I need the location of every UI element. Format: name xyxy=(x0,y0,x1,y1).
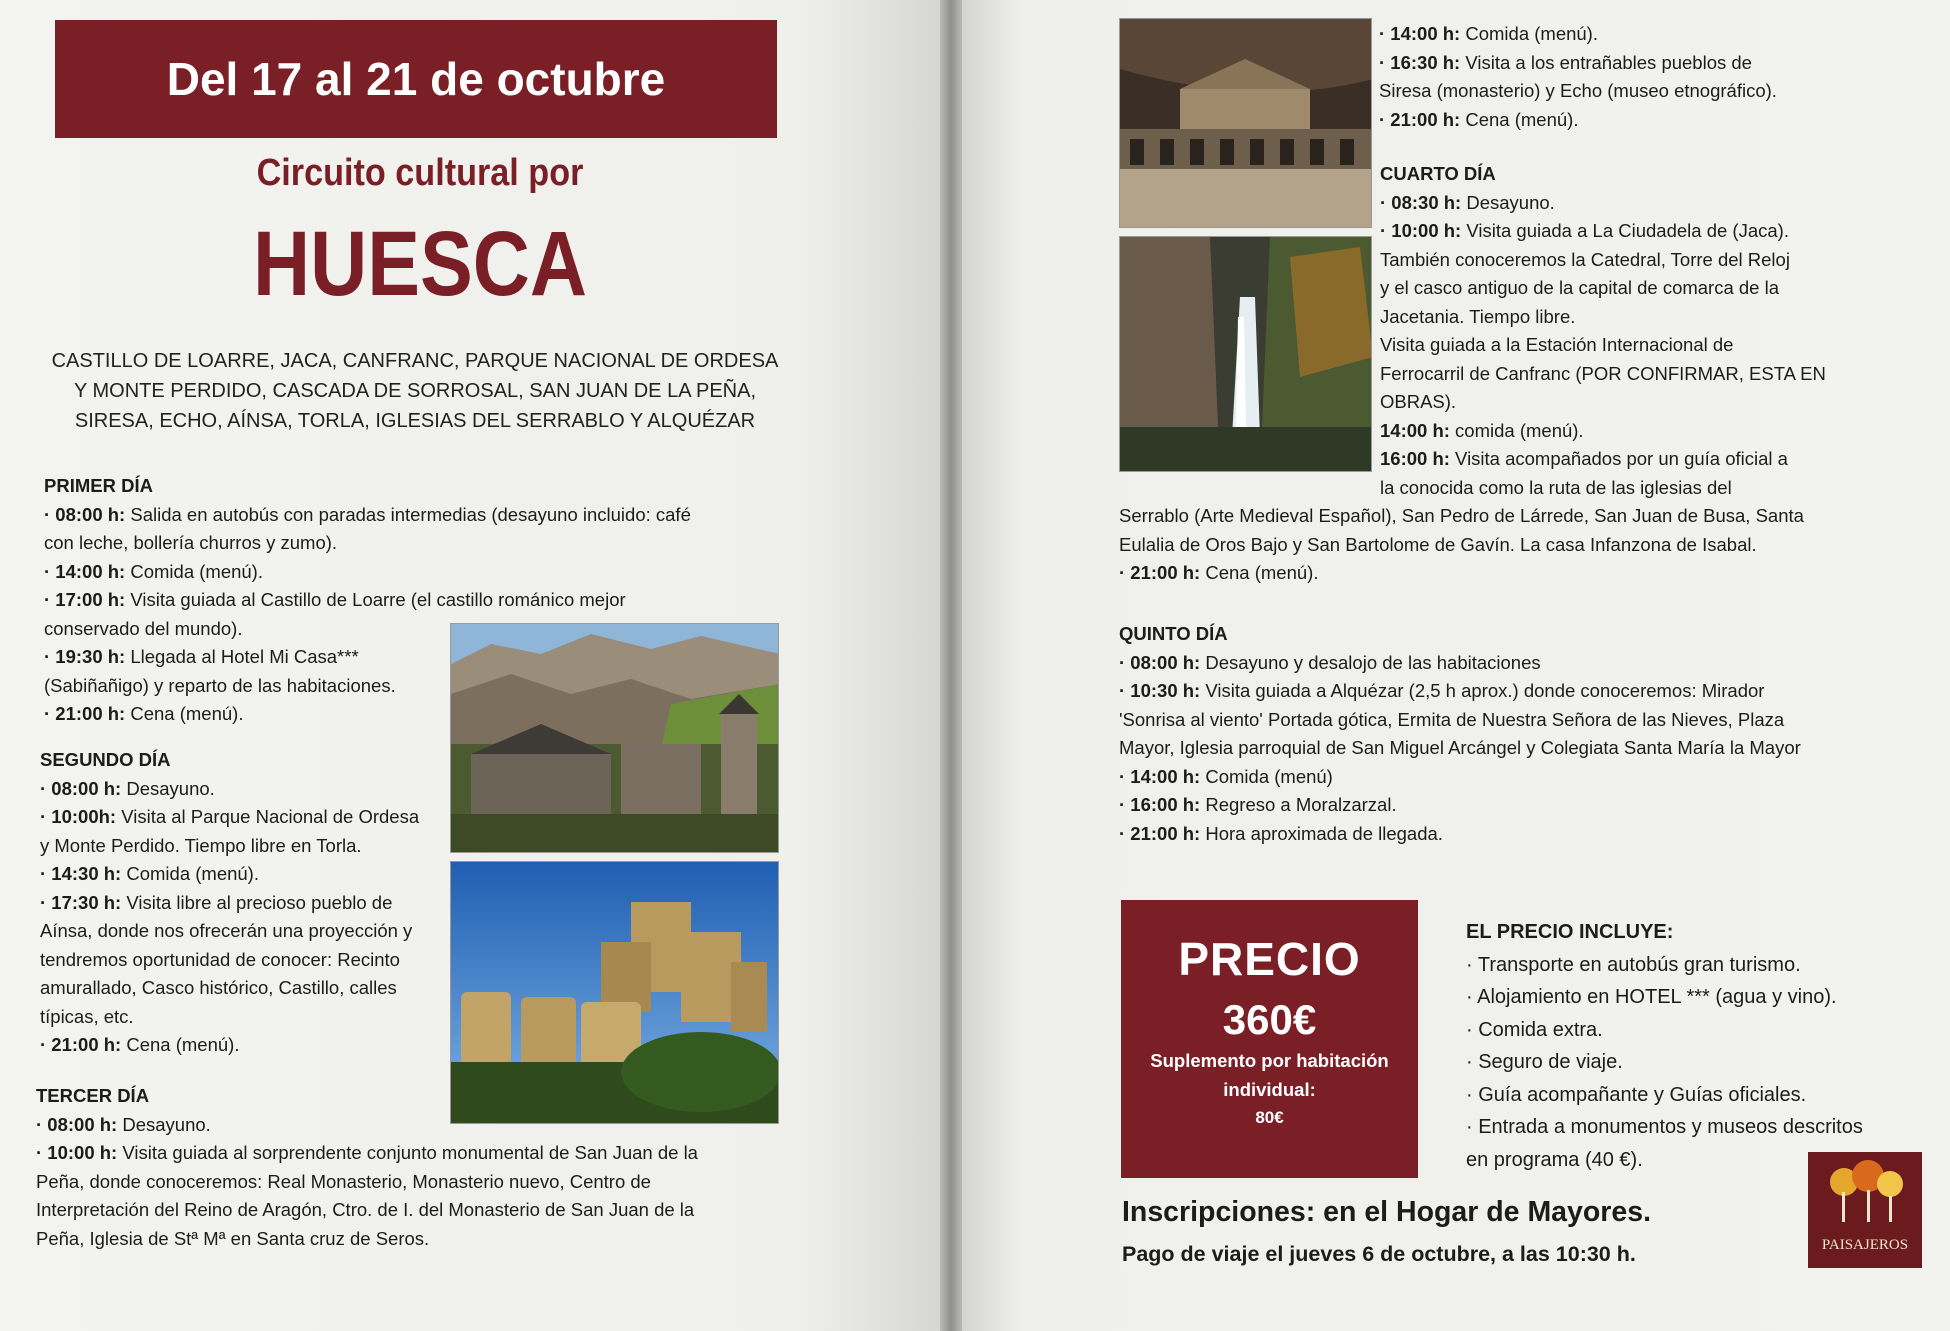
list-item: · Seguro de viaje. xyxy=(1466,1051,1623,1073)
list-item: Mayor, Iglesia parroquial de San Miguel Arcángel y Colegiata Santa María la Mayor xyxy=(1119,737,1801,758)
includes-heading: EL PRECIO INCLUYE: xyxy=(1466,921,1674,943)
subtitle: Circuito cultural por xyxy=(256,152,584,194)
day2-heading: SEGUNDO DÍA xyxy=(40,749,171,770)
price-label: PRECIO xyxy=(1178,933,1361,985)
day3-continued-section xyxy=(1379,20,1919,134)
supplement-label: Suplemento por habitación individual: xyxy=(1150,1050,1389,1100)
left-page xyxy=(0,0,940,1331)
list-item: Aínsa, donde nos ofrecerán una proyección y xyxy=(40,920,413,941)
list-item: · 10:00 h: Visita guiada al sorprendente conjunto monumental de San Juan de la xyxy=(36,1142,698,1163)
list-item: · 14:30 h: Comida (menú). xyxy=(40,863,259,884)
list-item: · 08:00 h: Desayuno. xyxy=(36,1113,211,1135)
list-item: y Monte Perdido. Tiempo libre en Torla. xyxy=(40,834,362,856)
list-item: 'Sonrisa al viento' Portada gótica, Ermita de Nuestra Señora de las Nieves, Plaza xyxy=(1119,708,1785,730)
list-item: Eulalia de Oros Bajo y San Bartolome de Gavín. La casa Infanzona de Isabal. xyxy=(1119,533,1757,555)
san-juan-de-la-pena-photo xyxy=(1119,18,1372,228)
book-gutter xyxy=(940,0,962,1331)
list-item: la conocida como la ruta de las iglesias del xyxy=(1380,476,1732,498)
list-item: 16:00 h: Visita acompañados por un guía oficial a xyxy=(1380,448,1788,469)
list-item: · Alojamiento en HOTEL *** (agua y vino). xyxy=(1466,986,1837,1008)
list-item: Peña, Iglesia de Stª Mª en Santa cruz de Seros. xyxy=(36,1227,430,1249)
list-item: · 19:30 h: Llegada al Hotel Mi Casa*** xyxy=(44,646,359,667)
payment-text: Pago de viaje el jueves 6 de octubre, a las 10:30 h. xyxy=(1122,1242,1636,1266)
list-item: en programa (40 €). xyxy=(1466,1148,1643,1171)
list-item: · 08:30 h: Desayuno. xyxy=(1380,191,1555,213)
list-item: · Guía acompañante y Guías oficiales. xyxy=(1466,1083,1807,1106)
list-item: tendremos oportunidad de conocer: Recinto xyxy=(40,948,400,970)
list-item: 14:00 h: comida (menú). xyxy=(1380,419,1584,441)
list-item: · 10:00 h: Visita guiada a La Ciudadela de (Jaca). xyxy=(1380,220,1789,241)
day3-heading: TERCER DÍA xyxy=(36,1085,150,1106)
logo-text: PAISAJEROS xyxy=(1821,1237,1909,1253)
price-includes xyxy=(1466,916,1926,1176)
places-line: CASTILLO DE LOARRE, JACA, CANFRANC, PARQUE NACIONAL DE ORDESA xyxy=(51,350,779,372)
list-item: típicas, etc. xyxy=(40,1005,134,1027)
price-box xyxy=(1121,900,1418,1178)
list-item: Serrablo (Arte Medieval Español), San Pedro de Lárrede, San Juan de Busa, Santa xyxy=(1119,505,1804,526)
list-item: · Comida extra. xyxy=(1466,1018,1603,1041)
paisajeros-logo xyxy=(1808,1152,1922,1268)
list-item: · Transporte en autobús gran turismo. xyxy=(1466,953,1801,976)
list-item: (Sabiñañigo) y reparto de las habitaciones. xyxy=(44,674,396,696)
list-item: · 08:00 h: Desayuno y desalojo de las habitaciones xyxy=(1119,651,1541,673)
list-item: · 16:30 h: Visita a los entrañables pueblos de xyxy=(1379,51,1752,73)
list-item: · 21:00 h: Cena (menú). xyxy=(1119,562,1319,583)
day4-heading: CUARTO DÍA xyxy=(1380,163,1496,184)
day4-section xyxy=(1380,160,1920,502)
inscriptions-text: Inscripciones: en el Hogar de Mayores. xyxy=(1122,1196,1652,1228)
places-list xyxy=(50,346,780,436)
list-item: Peña, donde conoceremos: Real Monasterio, Monasterio nuevo, Centro de xyxy=(36,1170,651,1192)
loarre-castle-photo xyxy=(450,861,779,1124)
list-item: y el casco antiguo de la capital de comarca de la xyxy=(1380,277,1780,298)
list-item: · 10:30 h: Visita guiada a Alquézar (2,5 h aprox.) donde conoceremos: Mirador xyxy=(1119,680,1765,701)
page-title: HUESCA xyxy=(252,213,588,315)
day4-continued-section xyxy=(1119,502,1929,588)
list-item: · 21:00 h: Cena (menú). xyxy=(44,703,244,724)
list-item: · 21:00 h: Cena (menú). xyxy=(1379,108,1579,130)
date-banner xyxy=(55,20,777,138)
list-item: · 16:00 h: Regreso a Moralzarzal. xyxy=(1119,794,1397,815)
list-item: OBRAS). xyxy=(1380,391,1457,412)
tree-icon xyxy=(1808,1152,1922,1232)
list-item: · Entrada a monumentos y museos descritos xyxy=(1466,1116,1863,1138)
places-line: SIRESA, ECHO, AÍNSA, TORLA, IGLESIAS DEL SERRABLO Y ALQUÉZAR xyxy=(74,410,756,432)
day1-heading: PRIMER DÍA xyxy=(44,475,153,496)
list-item: · 21:00 h: Hora aproximada de llegada. xyxy=(1119,822,1443,844)
waterfall-photo xyxy=(1119,236,1372,472)
list-item: · 17:00 h: Visita guiada al Castillo de Loarre (el castillo románico mejor xyxy=(44,589,626,610)
day5-heading: QUINTO DÍA xyxy=(1119,623,1228,644)
list-item: Jacetania. Tiempo libre. xyxy=(1380,305,1576,327)
places-line: Y MONTE PERDIDO, CASCADA DE SORROSAL, SAN JUAN DE LA PEÑA, xyxy=(73,380,757,402)
list-item: · 10:00h: Visita al Parque Nacional de Ordesa xyxy=(40,806,420,827)
list-item: · 21:00 h: Cena (menú). xyxy=(40,1034,240,1055)
list-item: Ferrocarril de Canfranc (POR CONFIRMAR, ESTA EN xyxy=(1380,362,1826,384)
list-item: Visita guiada a la Estación Internacional de xyxy=(1380,334,1734,355)
list-item: amurallado, Casco histórico, Castillo, calles xyxy=(40,977,397,998)
list-item: También conoceremos la Catedral, Torre del Reloj xyxy=(1380,248,1790,270)
list-item: · 14:00 h: Comida (menú) xyxy=(1119,765,1333,787)
date-banner-text: Del 17 al 21 de octubre xyxy=(166,53,666,105)
list-item: Interpretación del Reino de Aragón, Ctro. de I. del Monasterio de San Juan de la xyxy=(36,1199,695,1220)
list-item: Siresa (monasterio) y Echo (museo etnográfico). xyxy=(1379,80,1777,101)
list-item: · 08:00 h: Salida en autobús con paradas intermedias (desayuno incluido: café xyxy=(44,503,691,525)
list-item: conservado del mundo). xyxy=(44,617,243,639)
list-item: · 08:00 h: Desayuno. xyxy=(40,777,215,799)
torla-photo xyxy=(450,623,779,853)
day5-section xyxy=(1119,620,1929,848)
price-amount: 360€ xyxy=(1222,996,1317,1043)
list-item: con leche, bollería churros y zumo). xyxy=(44,532,338,553)
list-item: · 14:00 h: Comida (menú). xyxy=(44,560,263,582)
day2-section xyxy=(40,746,450,1060)
supplement-amount: 80€ xyxy=(1255,1108,1284,1127)
list-item: · 17:30 h: Visita libre al precioso pueblo de xyxy=(40,891,393,913)
list-item: · 14:00 h: Comida (menú). xyxy=(1379,23,1598,44)
